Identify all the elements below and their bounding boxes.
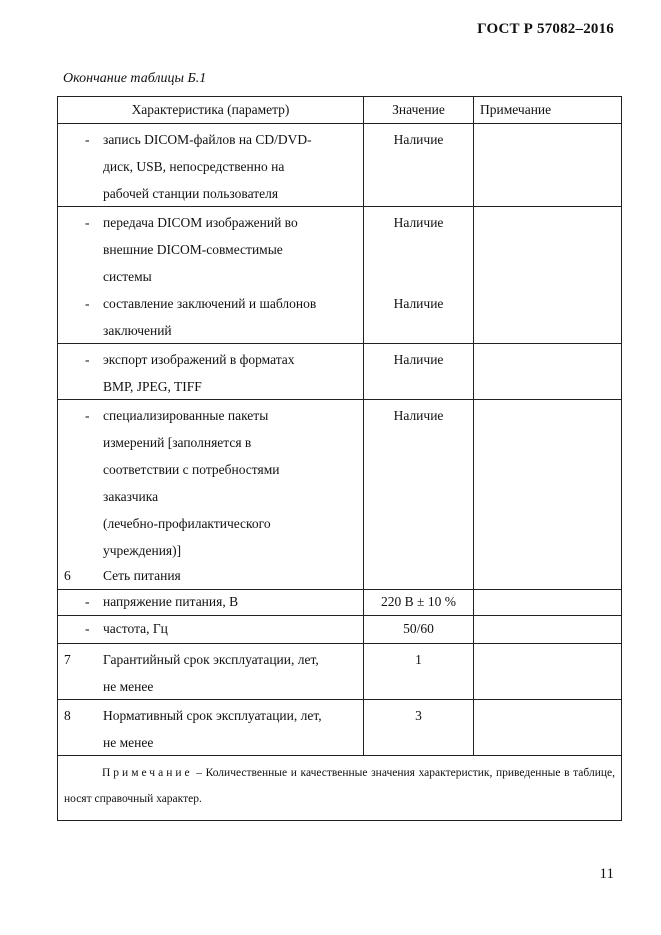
value-cell: Наличие (393, 132, 444, 147)
note-cell (474, 124, 622, 207)
table-row (58, 644, 622, 700)
specification-table (57, 96, 622, 821)
table-header-row (58, 97, 622, 124)
value-cell: Наличие (393, 215, 444, 230)
param-line: заключений (103, 323, 172, 338)
note-cell (474, 207, 622, 291)
param-line: частота, Гц (103, 621, 168, 636)
table-row (58, 590, 622, 616)
note-cell (474, 590, 622, 616)
header-value: Значение (364, 97, 474, 124)
param-line: Сеть питания (103, 568, 181, 583)
value-cell: 50/60 (403, 621, 434, 636)
param-line: Гарантийный срок эксплуатации, лет, (103, 652, 319, 667)
table-row (58, 616, 622, 644)
param-line: не менее (103, 679, 154, 694)
row-marker: - (85, 296, 90, 311)
param-line: специализированные пакеты (103, 408, 269, 423)
header-note: Примечание (474, 97, 622, 124)
row-marker: - (85, 215, 90, 230)
table-row (58, 562, 622, 590)
table-row (58, 207, 622, 291)
param-line: внешние DICOM-совместимые (103, 242, 283, 257)
value-cell: 1 (415, 652, 422, 667)
row-number: 7 (64, 652, 71, 667)
table-row (58, 400, 622, 563)
param-line: соответствии с потребностями (103, 462, 280, 477)
param-line: рабочей станции пользователя (103, 186, 279, 201)
table-row (58, 344, 622, 400)
row-number: 6 (64, 568, 71, 583)
row-marker: - (85, 621, 90, 636)
param-line: не менее (103, 735, 154, 750)
value-cell: 220 В ± 10 % (381, 594, 456, 609)
note-cell (474, 290, 622, 344)
value-cell: Наличие (393, 296, 444, 311)
table-row (58, 700, 622, 756)
value-cell: Наличие (393, 352, 444, 367)
row-marker: - (85, 132, 90, 147)
param-line: системы (103, 269, 152, 284)
param-line: экспорт изображений в форматах (103, 352, 295, 367)
param-line: составление заключений и шаблонов (103, 296, 317, 311)
param-line: учреждения)] (103, 543, 182, 558)
row-number: 8 (64, 708, 71, 723)
footnote-text: – Количественные и качественные значения характеристик, приведенные в таблице, носят справочный характер. (64, 767, 615, 805)
param-line: BMP, JPEG, TIFF (103, 379, 202, 394)
header-characteristic: Характеристика (параметр) (58, 97, 364, 124)
param-line: Нормативный срок эксплуатации, лет, (103, 708, 322, 723)
value-cell: 3 (415, 708, 422, 723)
document-code: ГОСТ Р 57082–2016 (477, 21, 614, 37)
param-line: передача DICOM изображений во (103, 215, 298, 230)
table-row (58, 290, 622, 344)
table-footnote (58, 756, 621, 820)
param-line: измерений [заполняется в (103, 435, 252, 450)
note-cell (474, 344, 622, 400)
table-caption: Окончание таблицы Б.1 (63, 71, 207, 86)
note-cell (474, 400, 622, 563)
row-marker: - (85, 352, 90, 367)
table-footnote-row (58, 756, 622, 821)
row-marker: - (85, 594, 90, 609)
note-cell (474, 644, 622, 700)
param-line: диск, USB, непосредственно на (103, 159, 285, 174)
note-cell (474, 616, 622, 644)
row-marker: - (85, 408, 90, 423)
table-row (58, 124, 622, 207)
page-number: 11 (599, 866, 614, 882)
note-cell (474, 562, 622, 590)
param-line: напряжение питания, В (103, 594, 239, 609)
param-line: (лечебно-профилактического (103, 516, 271, 531)
footnote-label: Примечание (102, 767, 193, 779)
param-line: заказчика (103, 489, 159, 504)
value-cell: Наличие (393, 408, 444, 423)
param-line: запись DICOM-файлов на CD/DVD- (103, 132, 312, 147)
note-cell (474, 700, 622, 756)
